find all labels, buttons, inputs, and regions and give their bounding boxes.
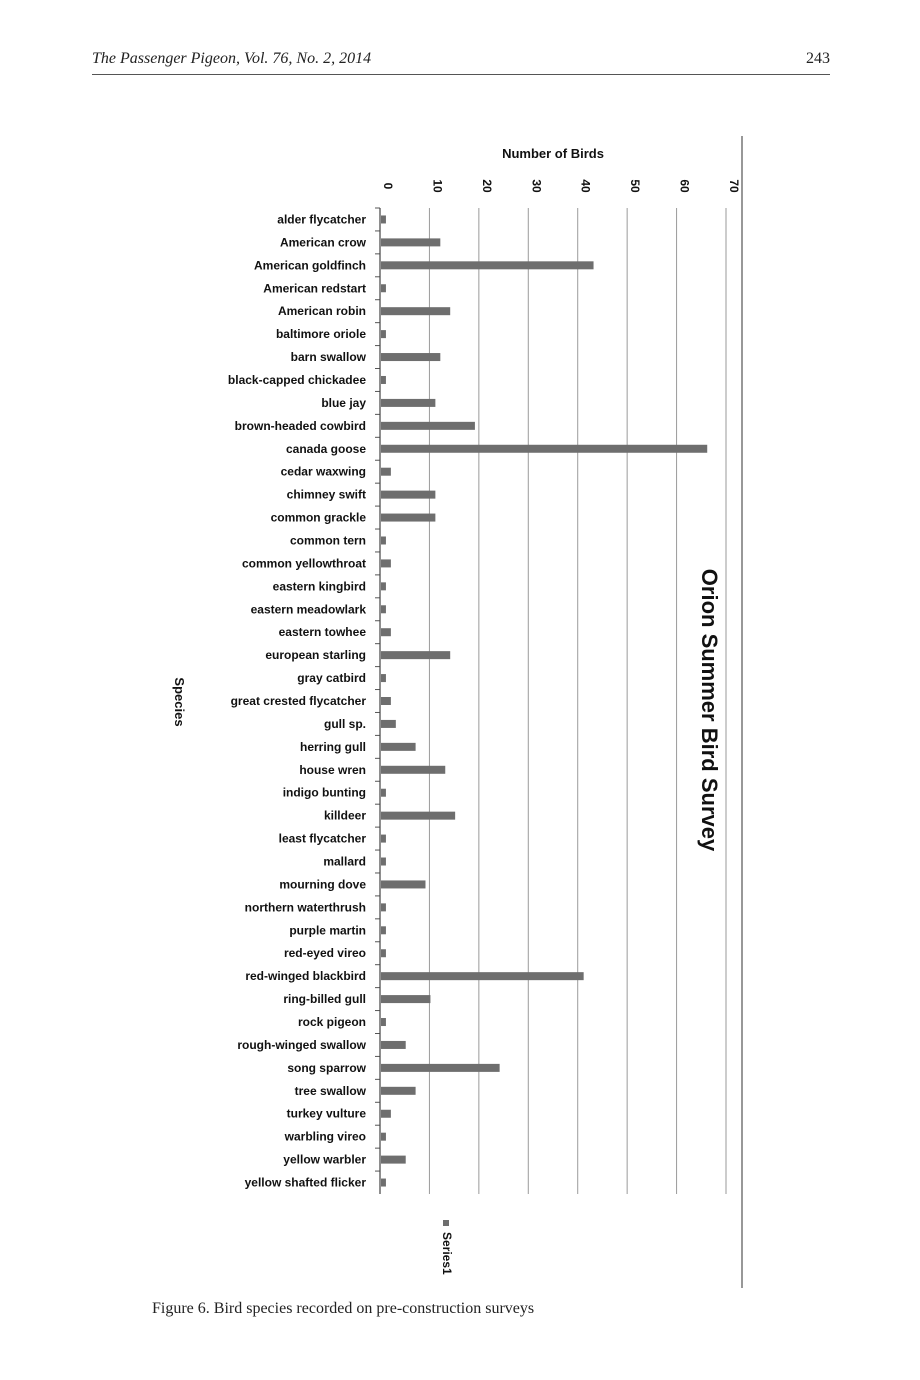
legend-label: Series1 [440, 1232, 454, 1275]
bar [381, 215, 386, 223]
category-label: eastern towhee [278, 625, 366, 640]
category-label: killdeer [323, 808, 366, 823]
bar [381, 628, 391, 636]
category-label: common yellowthroat [241, 556, 366, 571]
category-label: blue jay [321, 395, 366, 410]
category-label: gull sp. [324, 716, 366, 731]
page-number: 243 [806, 50, 830, 67]
category-label: black-capped chickadee [227, 372, 366, 387]
chart-title: Orion Summer Bird Survey [697, 568, 722, 852]
bar [381, 1087, 416, 1095]
category-label: least flycatcher [278, 831, 366, 846]
category-label: alder flycatcher [277, 212, 366, 227]
bar [381, 468, 391, 476]
category-label: baltimore oriole [275, 327, 366, 342]
bar [381, 445, 707, 453]
bars-layer [381, 215, 707, 1186]
bar [381, 903, 386, 911]
category-label: great crested flycatcher [230, 694, 366, 708]
bar [381, 995, 430, 1003]
category-label: purple martin [289, 923, 366, 938]
category-label: song sparrow [287, 1060, 366, 1075]
category-label: european starling [265, 648, 366, 663]
category-label: mallard [323, 854, 366, 869]
bar [381, 284, 386, 292]
x-tick-label: 0 [381, 182, 395, 190]
bar [381, 743, 416, 751]
bar [381, 1064, 500, 1072]
category-label: eastern kingbird [272, 579, 366, 594]
bar [381, 789, 386, 797]
category-label: American redstart [263, 281, 366, 296]
bar [381, 536, 386, 544]
x-tick-label: 20 [479, 179, 494, 193]
bar [381, 605, 386, 613]
bar [381, 422, 475, 430]
journal-citation: The Passenger Pigeon, Vol. 76, No. 2, 2014 [92, 50, 372, 67]
category-label: rough-winged swallow [237, 1037, 366, 1052]
x-tick-label: 40 [578, 179, 593, 193]
x-tick-label: 10 [430, 179, 445, 193]
category-label: warbling vireo [284, 1129, 366, 1144]
bar [381, 261, 594, 269]
category-label: rock pigeon [297, 1015, 366, 1030]
bar [381, 812, 455, 820]
bar [381, 1041, 406, 1049]
bar [381, 330, 386, 338]
x-axis-label: Number of Birds [502, 146, 604, 161]
category-label: indigo bunting [282, 785, 366, 800]
x-tick-label: 70 [727, 179, 741, 193]
bar [381, 1110, 391, 1118]
bar [381, 720, 396, 728]
category-label: chimney swift [286, 487, 366, 502]
category-label: tree swallow [294, 1083, 366, 1098]
legend-swatch [443, 1220, 449, 1226]
category-label: brown-headed cowbird [234, 418, 366, 433]
bar [381, 1133, 386, 1141]
category-label: turkey vulture [286, 1106, 366, 1121]
category-label: American goldfinch [253, 258, 366, 273]
bar [381, 858, 386, 866]
category-label: yellow shafted flicker [244, 1175, 366, 1190]
bar [381, 376, 386, 384]
category-label: red-winged blackbird [245, 969, 366, 984]
bar [381, 353, 440, 361]
category-label: common tern [289, 533, 366, 548]
category-label: yellow warbler [283, 1152, 366, 1167]
bar [381, 972, 584, 980]
x-tick-label: 60 [677, 179, 692, 193]
bar [381, 1179, 386, 1187]
category-label: barn swallow [290, 350, 366, 365]
legend [440, 1220, 454, 1275]
category-label: red-eyed vireo [283, 946, 366, 961]
category-label: gray catbird [297, 671, 366, 686]
bar [381, 949, 386, 957]
category-label: common grackle [270, 510, 366, 525]
y-axis-label: Species [172, 677, 187, 727]
bar [381, 238, 440, 246]
category-label: American robin [277, 304, 366, 319]
category-label: canada goose [285, 441, 366, 456]
category-label: herring gull [300, 739, 366, 754]
bar [381, 880, 425, 888]
bar [381, 835, 386, 843]
category-label: eastern meadowlark [250, 602, 366, 617]
category-label: mourning dove [279, 877, 366, 892]
bar [381, 766, 445, 774]
category-labels [228, 212, 367, 1189]
bar [381, 559, 391, 567]
bar [381, 674, 386, 682]
bar [381, 1018, 386, 1026]
bar [381, 651, 450, 659]
bar [381, 514, 435, 522]
figure-caption: Figure 6. Bird species recorded on pre-construction surveys [152, 1300, 535, 1317]
bar [381, 697, 391, 705]
bar [381, 926, 386, 934]
category-label: house wren [299, 762, 366, 777]
bar [381, 399, 435, 407]
category-label: American crow [279, 235, 366, 250]
category-label: northern waterthrush [244, 900, 366, 915]
bar [381, 491, 435, 499]
category-label: cedar waxwing [280, 464, 366, 479]
x-tick-labels [381, 179, 741, 193]
x-tick-label: 50 [628, 179, 643, 193]
x-tick-label: 30 [529, 179, 544, 193]
bar [381, 1156, 406, 1164]
bar [381, 582, 386, 590]
bar [381, 307, 450, 315]
category-label: ring-billed gull [283, 992, 366, 1007]
